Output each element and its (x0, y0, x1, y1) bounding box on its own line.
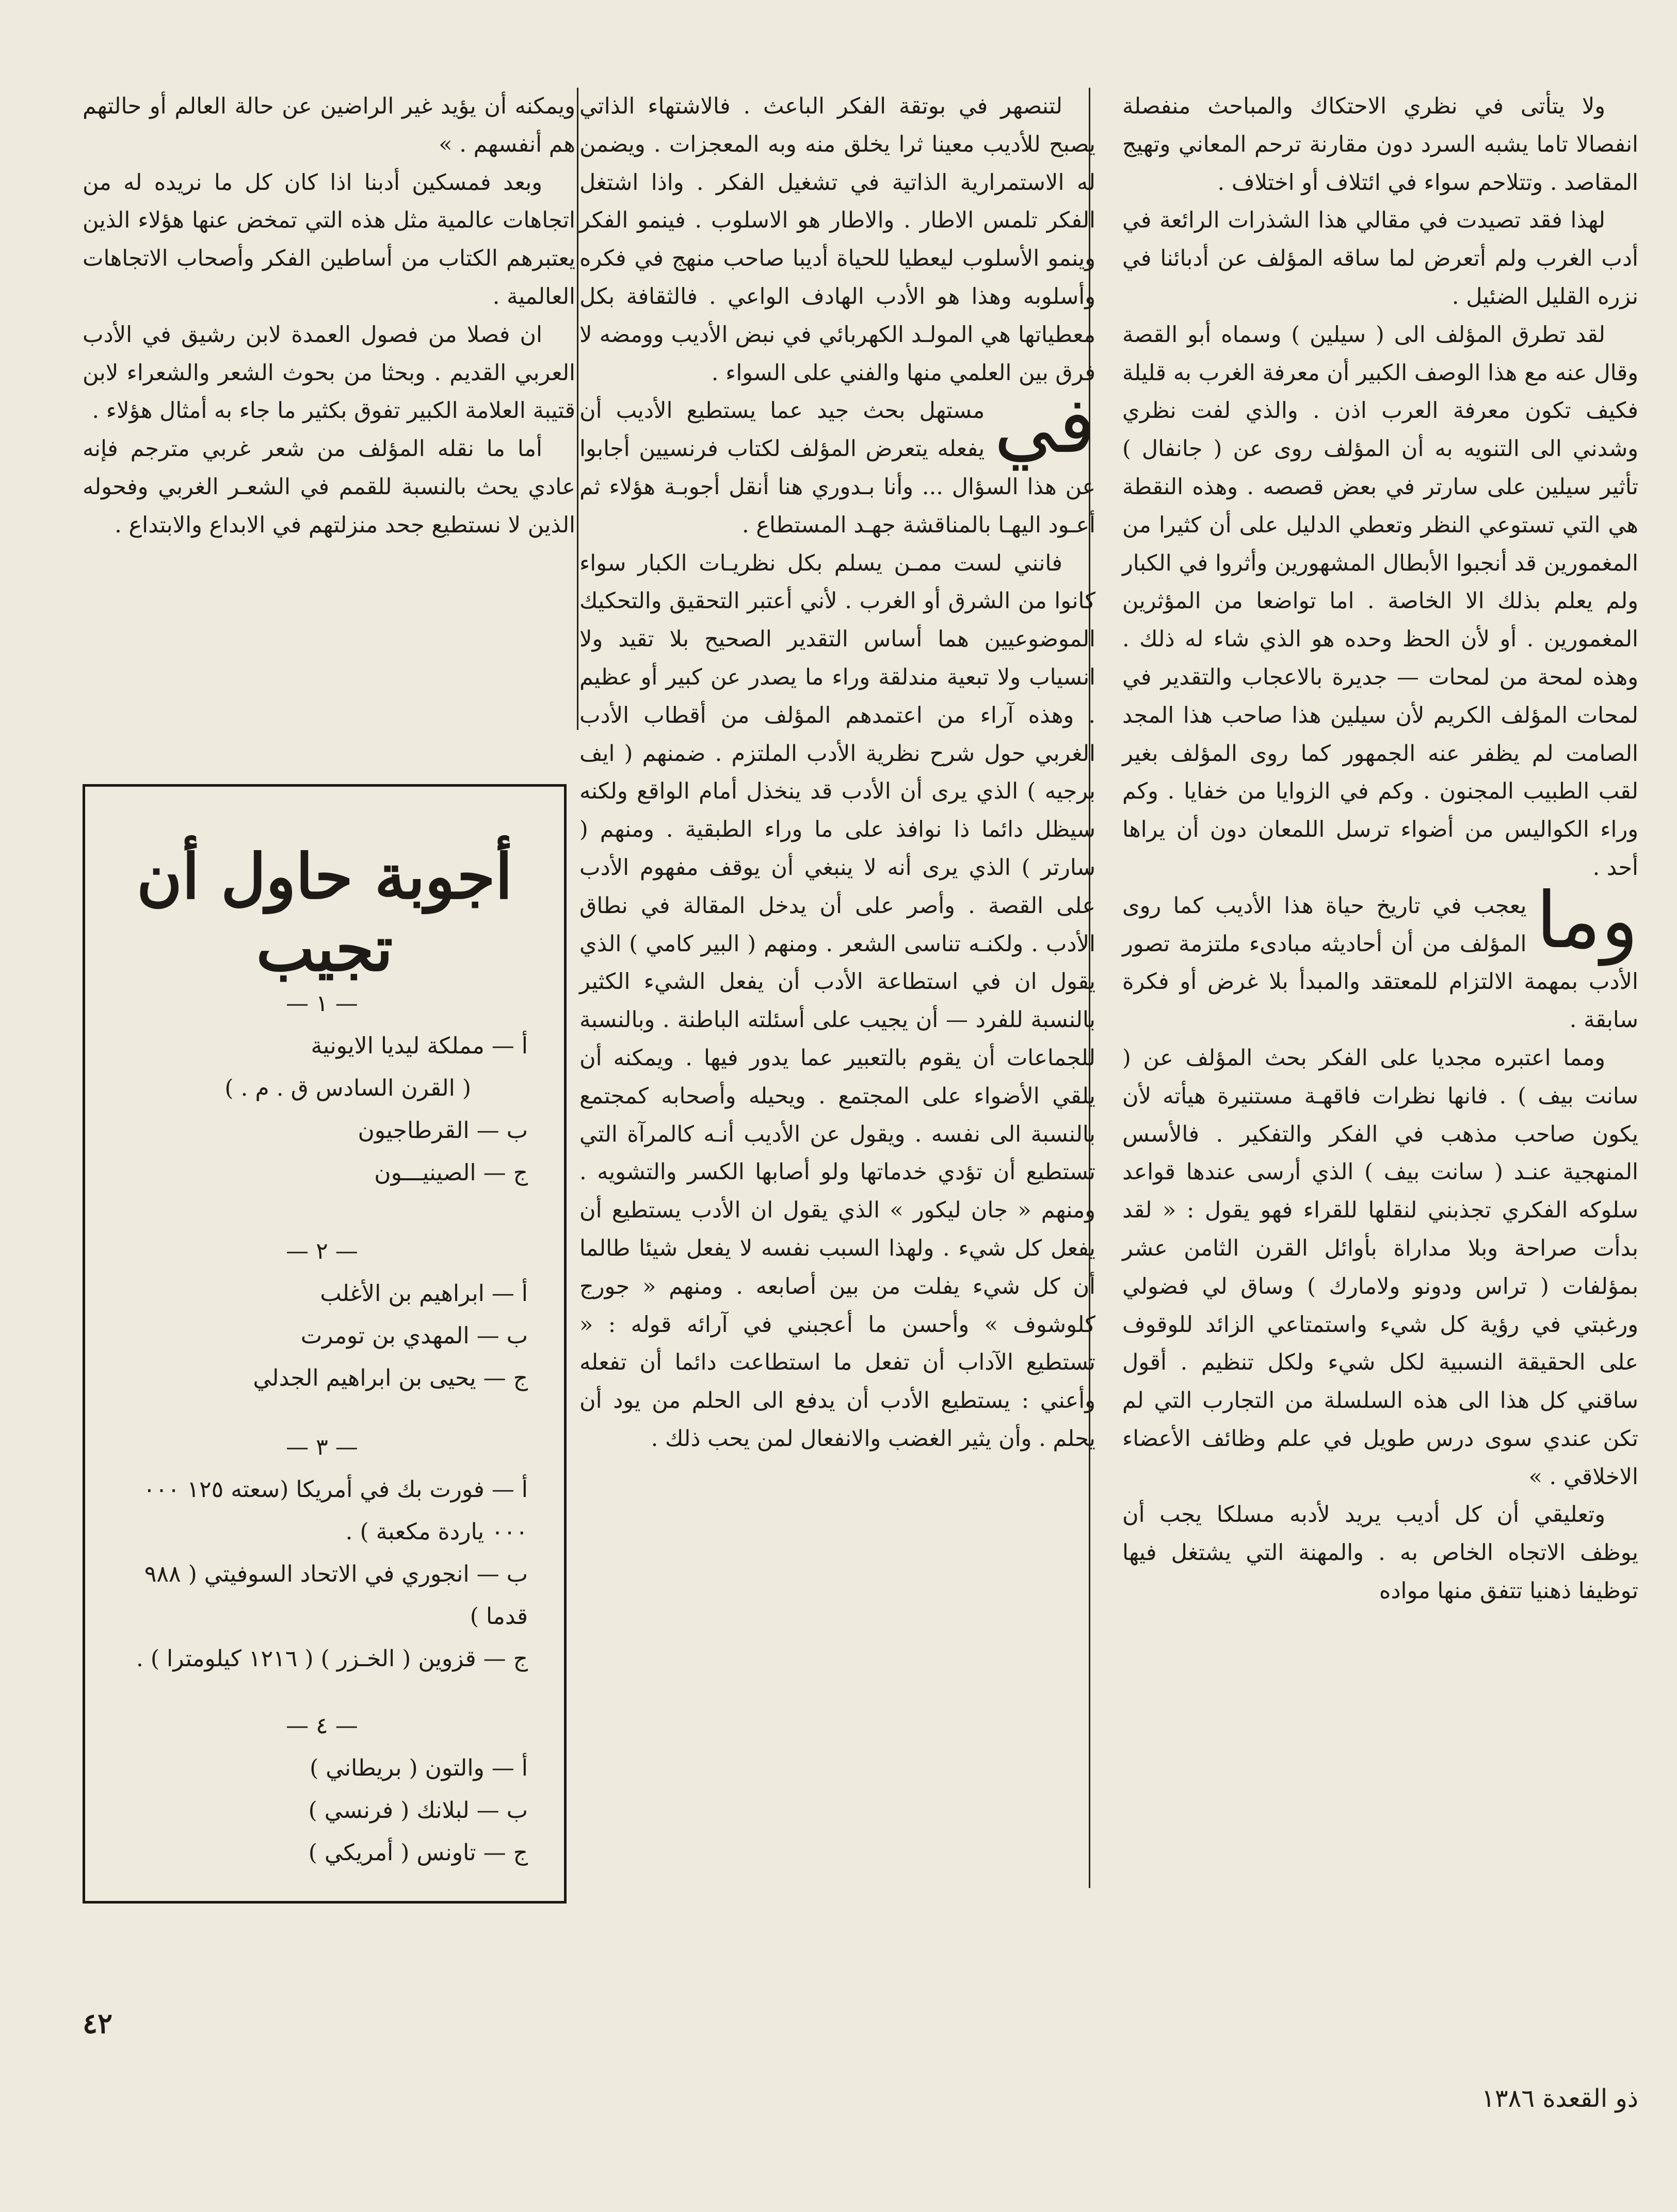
answer-item: ج — قزوين ( الخـزر ) ( ١٢١٦ كيلومترا ) . (136, 1646, 528, 1672)
quiz-group-1 (116, 983, 528, 1194)
paragraph: ولا يتأتى في نظري الاحتكاك والمباحث منفصلة انفصالا تاما يشبه السرد دون مقارنة ترحم المعاني وتهيج المقاصد . وتتلاحم سواء في ائتلاف أو اختلاف . (1122, 93, 1638, 196)
paragraph-with-dropcap (579, 381, 1095, 544)
group-number: — ٤ — (286, 1713, 358, 1739)
answer-item: ب — انجوري في الاتحاد السوفيتي ( ٩٨٨ قدما ) (144, 1561, 528, 1630)
quiz-group-3 (116, 1426, 528, 1680)
paragraph: أما ما نقله المؤلف من شعر غربي مترجم فإنه عادي يحث بالنسبة للقمم في الشعـر الغربي وفحوله الذين لا نستطيع جحد منزلتهم في الابداع والابتداع . (83, 436, 575, 538)
article-column-middle (579, 88, 1095, 1458)
quiz-title: أجوبة حاول أن تجيب (136, 840, 513, 985)
paragraph: وتعليقي أن كل أديب يريد لأدبه مسلكا يجب أن يوظف الاتجاه الخاص به . والمهنة التي يشتغل فيها توظيفا ذهنيا تتفق منها مواده (1122, 1502, 1638, 1604)
quiz-answers-box (83, 784, 567, 1904)
group-number: — ١ — (286, 990, 358, 1017)
paragraph: لتنصهر في بوتقة الفكر الباعث . فالاشتهاء الذاتي يصبح للأديب معينا ثرا يخلق منه وبه المعجزات . ويضمن له الاستمرارية الذاتية في تشغيل الفكر . واذا اشتغل الفكر تلمس الاطار . والاطار هو الاسلوب . فينمو الفكر وينمو الأسلوب ليعطيا للحياة أديبا صاحب منهج في فكره وأسلوبه وهذا هو الأدب الهادف الواعي . فالثقافة بكل معطياتها هي المولـد الكهربائي في نبض الأديب وومضه لا فرق بين العلمي منها والفني على السواء . (579, 93, 1095, 386)
paragraph: لقد تطرق المؤلف الى ( سيلين ) وسماه أبو القصة وقال عنه مع هذا الوصف الكبير أن معرفة الغرب به قليلة فكيف تكون معرفة العرب اذن . والذي لفت نظري وشدني الى التنويه به أن المؤلف روى عن ( جانفال ) تأثير سيلين على سارتر في بعض قصصه . وهذه النقطة هي التي تستوعي النظر وتعطي الدليل على أن كثيرا من المغمورين قد أنجبوا الأبطال المشهورين وأثروا في الكبار ولم يعلم بذلك الا الخاصة . اما تواضعا من المؤثرين المغمورين . أو لأن الحظ وحده هو الذي شاء له ذلك . وهذه لمحة من لمحات — جديرة بالاعجاب والتقدير في لمحات المؤلف الكريم لأن سيلين هذا صاحب هذا المجد الصامت لم يظفر عنه الجمهور كما روى المؤلف بغير لقب الطبيب المجنون . وكم في الزوايا من خفايا . وكم وراء الكواليس من أضواء ترسل اللمعان دون أن يراها أحد . (1122, 321, 1638, 881)
paragraph: وبعد فمسكين أدبنا اذا كان كل ما نريده له من اتجاهات عالمية مثل هذه التي تمخض عنها هؤلاء الذين يعتبرهم الكتاب من أساطين الفكر وأصحاب الاتجاهات العالمية . (83, 169, 575, 310)
page-number: ٤٢ (83, 2007, 113, 2040)
answer-item: ج — الصينيـــون (374, 1160, 528, 1186)
answer-item: ج — تاونس ( أمريكي ) (308, 1840, 528, 1866)
paragraph-with-dropcap (1122, 875, 1638, 1039)
article-column-right (1122, 88, 1638, 1611)
answer-item: ج — يحيى بن ابراهيم الجدلي (253, 1365, 528, 1391)
dropcap: وما (1536, 875, 1638, 966)
group-number: — ٢ — (286, 1238, 358, 1264)
paragraph-text: مستهل بحث جيد عما يستطيع الأديب أن يفعله يتعرض المؤلف لكتاب فرنسيين أجابوا عن هذا السؤال ... وأنا بـدوري هنا أنقل أجوبـة هؤلاء ثم أعـود اليهـا بالمناقشة جهـد المستطاع . (579, 398, 1095, 538)
quiz-group-4 (116, 1705, 528, 1874)
paragraph: ويمكنه أن يؤيد غير الراضين عن حالة العالم أو حالتهم هم أنفسهم . » (83, 93, 575, 157)
group-number: — ٣ — (286, 1434, 358, 1460)
answer-item: أ — ابراهيم بن الأغلب (320, 1280, 528, 1307)
paragraph: فانني لست ممـن يسلم بكل نظريـات الكبار سواء كانوا من الشرق أو الغرب . لأني أعتبر التحقيق والتحكيك الموضوعيين هما أساس التقدير الصحيح بلا تقيد ولا انسياب ولا تبعية مندلقة وراء ما يصدر عن كبير أو عظيم . وهذه آراء من اعتمدهم المؤلف من أقطاب الأدب الغربي حول شرح نظرية الأدب الملتزم . ضمنهم ( ايف برجيه ) الذي يرى أن الأدب قد ينخذل أمام الواقع ولكنه سيظل دائما ذا نوافذ على ما وراء الطبقية . ومنهم ( سارتر ) الذي يرى أنه لا ينبغي أن يوقف مفهوم الأدب على القصة . وأصر على أن يدخل المقالة في نطاق الأدب . ولكنـه تناسى الشعر . ومنهم ( البير كامي ) الذي يقول ان في استطاعة الأدب أن يفعل الشيء الكثير بالنسبة للفرد — أن يجيب على أسئلته الباطنة . وبالنسبة للجماعات أن يقوم بالتعبير عما يدور فيها . ويمكنه أن يلقي الأضواء على المجتمع . ويحيله وأصحابه كمجتمع بالنسبة الى نفسه . ويقول عن الأديب أنـه كالمرآة التي تستطيع أن تؤدي خدماتها ولو أصابها الكسر والتشويه . ومنهم « جان ليكور » الذي يقول ان الأدب يستطيع أن يفعل كل شيء . ولهذا السبب نفسه لا يفعل شيئا طالما أن كل شيء يفلت من بين أصابعه . ومنهم « جورج كلوشوف » وأحسن ما أعجبني في آرائه قوله : « تستطيع الآداب أن تفعل ما استطاعت دائما أن تفعله وأعني : يستطيع الأدب أن يدفع الى الحلم من يود أن يحلم . وأن يثير الغضب والانفعال لمن يحب ذلك . (579, 550, 1095, 1452)
answer-item: ب — القرطاجيون (358, 1117, 528, 1144)
quiz-group-2 (116, 1230, 528, 1400)
column-divider (577, 88, 578, 730)
dropcap: في (994, 381, 1095, 471)
answer-item: أ — فورت بك في أمريكا (سعته ١٢٥ ٠٠٠ ٠٠٠ ياردة مكعبة ) . (143, 1476, 528, 1545)
answer-item: أ — مملكة ليديا الايونية (311, 1033, 528, 1059)
issue-date: ذو القعدة ١٣٨٦ (1481, 2084, 1638, 2113)
paragraph: ان فصلا من فصول العمدة لابن رشيق في الأدب العربي القديم . وبحثا من بحوث الشعر والشعراء لابن قتيبة العلامة الكبير تفوق بكثير ما جاء به أمثال هؤلاء . (83, 321, 575, 424)
paragraph-text: يعجب في تاريخ حياة هذا الأديب كما روى المؤلف من أن أحاديثه مبادىء ملتزمة تصور الأدب بمهمة الالتزام للمعتقد والمبدأ بلا غرض أو فكرة سابقة . (1122, 892, 1638, 1033)
paragraph: ومما اعتبره مجديا على الفكر بحث المؤلف عن ( سانت بيف ) . فانها نظرات فاقهـة مستنيرة هيأته لأن يكون صاحب مذهب في الفكر والتفكير . فالأسس المنهجية عنـد ( سانت بيف ) الذي أرسى عندها قواعد سلوكه الفكري تجذبني لنقلها للقراء فهو يقول : « لقد بدأت صراحة وبلا مداراة بأوائل القرن الثامن عشر بمؤلفات ( تراس ودونو ولامارك ) وساق لي فضولي ورغبتي في رؤية كل شيء واستمتاعي الزائد للوقوف على الحقيقة النسبية لكل شيء ولكل تنظيم . أقول ساقني كل هذا الى هذه السلسلة من التجارب التي لم تكن عندي سوى درس طويل في علم وظائف الأعضاء الاخلاقي . » (1122, 1045, 1638, 1490)
answer-item: ب — المهدي بن تومرت (300, 1323, 528, 1349)
answer-item: أ — والتون ( بريطاني ) (310, 1755, 528, 1781)
answer-item: ب — لبلانك ( فرنسي ) (308, 1797, 528, 1824)
paragraph: لهذا فقد تصيدت في مقالي هذا الشذرات الرائعة في أدب الغرب ولم أتعرض لما ساقه المؤلف عن أدبائنا في نزره القليل الضئيل . (1122, 207, 1638, 310)
answer-item: ( القرن السادس ق . م . ) (224, 1075, 471, 1101)
article-column-left (83, 88, 575, 545)
